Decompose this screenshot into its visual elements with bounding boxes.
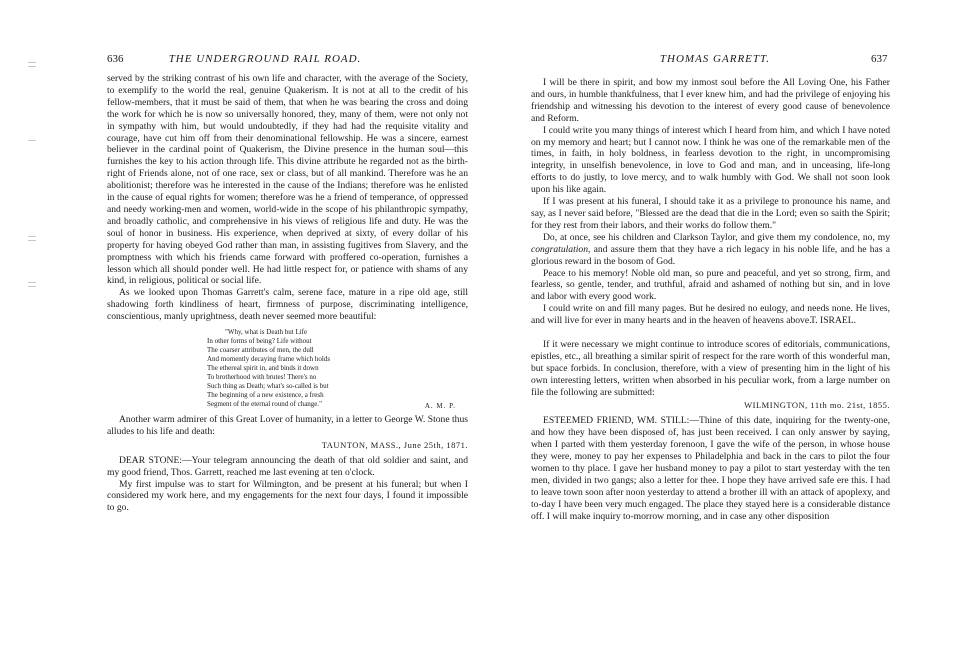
letter-text: —Thine of this date, inquiring for the twenty-one, and how they have been disposed of, has just been received. I can only answer by saying, when I parted with them yesterday forenoon, I gave the wife of the person, in whose house they were, money to pay her expenses to Philadelphia and back in the cars to pilot the four women to thy place. I gave her husband money to pay a pilot to start yesterday with the ten men, divided in two gangs; also a letter for thee. I hope they have arrived safe ere this. I had to leave town soon after noon yesterday to attend a brother ill with an attack of apoplexy, and to-day I have been very much engaged. The place they stayed here is a considerable distance off. I will make inquiry to-morrow morning, and in case any other disposition [531,415,890,522]
paragraph: I could write on and fill many pages. But he desired no eulogy, and needs none. He lives, and will live for ever in many hearts and in the heaven of heavens above. [531,303,890,327]
running-head: THOMAS GARRETT. [659,53,771,65]
poem-line: Segment of the eternal round of change." [207,400,323,409]
paragraph-text: , and assure them that they have a rich legacy in his noble life, and he has a glorious reward in the bosom of God. [531,243,890,267]
letter-paragraph [531,415,890,522]
poem-line: The beginning of a new existence, a fresh [207,391,324,400]
paragraph: I could write you many things of interest which I heard from him, and which I have noted on my memory and heart; but I cannot now. I think he was one of the remarkable men of the times, in faith, in holy boldness, in fearless devotion to the right, in uncompromising integrity, in unselfish benevolence, in love to God and man, and in unceasing, life-long efforts to do justly, to love mercy, and to walk humbly with God. We shall not soon look upon his like again. [531,124,890,196]
running-head: THE UNDERGROUND RAIL ROAD. [168,53,362,65]
section-gap [531,327,890,339]
salutation: ESTEEMED FRIEND, WM. STILL: [543,415,690,427]
paragraph: Another warm admirer of this Great Lover of humanity, in a letter to George W. Stone thus alludes to his life and death: [107,414,468,437]
salutation: DEAR STONE: [119,454,182,466]
paragraph: served by the striking contrast of his own life and character, with the average of the Society, to exemplify to the world the real, genuine Quakerism. It is not at all to the credit of his fellow-members, that it must be said of them, that when he was bearing the cross and doing the work for which he is now so universally honored, they, many of them, were not only not in sympathy with him, but would undoubtedly, if they had had the requisite vitality and courage, have cut him off from their denominational fellowship. He was a sincere, earnest believer in the cardinal point of Quakerism, the Divine presence in the human soul—this furnishes the key to his action through life. This divine attribute he regarded not as the birth-right of Friends alone, not of one race, sex or class, but of all mankind. Therefore was he an abolitionist; therefore was he interested in the cause of the Indians; therefore was he enlisted in the cause of equal rights for women; therefore was he a friend of temperance, of oppressed and needy working-men and women, world-wide in the scope of his philanthropic sympathy, and broadly catholic, and comprehensive in his views of religious life and duty. He was the soul of honor in business. His experience, when deprived at sixty, of every dollar of his property for having obeyed God rather than man, in assisting fugitives from Slavery, and the promptness with which his friends came forward with proffered co-operation, furnishes a lesson which all should ponder well. He had little respect for, or patience with shams of any kind, in religious, political or social life. [107,73,468,287]
letter-paragraph: My first impulse was to start for Wilmington, and be present at his funeral; but when I considered my work here, and my engagements for the next four days, I found it impossible to go. [107,478,468,514]
paragraph: If I was present at his funeral, I should take it as a privilege to pronounce his name, and say, as I never said before, "Blessed are the dead that die in the Lord; even so saith the Spirit; for they rest from their labors, and their works do follow them." [531,196,890,231]
poem-signature: A. M. P. [424,402,456,411]
poem-line: In other forms of being? Life without [207,337,312,346]
left-header [0,53,490,67]
letter-paragraph [107,455,468,479]
dateline: TAUNTON, MASS., June 25th, 1871. [321,439,468,450]
signature: T. ISRAEL. [810,315,856,327]
margin-marks [28,0,38,654]
paragraph [531,232,890,268]
right-text-column [531,77,890,523]
paragraph-text: Do, at once, see his children and Clarkson Taylor, and give them my condolence, no, my [543,231,890,243]
dateline: WILMINGTON, 11th mo. 21st, 1855. [744,400,890,411]
poem-line: The ethereal spirit in, and binds it down [207,364,319,373]
page-number: 637 [871,53,888,65]
poem-line: And momently decaying frame which holds [207,355,331,364]
poem [207,328,468,409]
poem-line: "Why, what is Death but Life [225,328,308,337]
right-page [490,0,980,654]
poem-line: The coarser attributes of men, the dull [207,346,314,355]
page-number: 636 [107,53,124,65]
poem-line: To brotherhood with brutes! There's no [207,373,317,382]
letter-text: —Your telegram announcing the death of that old soldier and saint, and my good friend, Thos. Garrett, reached me last evening at ten o'clock. [107,454,468,478]
paragraph: As we looked upon Thomas Garrett's calm, serene face, mature in a ripe old age, still shadowing forth kindliness of heart, firmness of purpose, discriminating intelligence, conscientious, manly uprightness, death never seemed more beautiful: [107,287,468,323]
emphasis: congratulation [531,243,589,255]
paragraph: Peace to his memory! Noble old man, so pure and peaceful, and yet so strong, firm, and fearless, so gentle, tender, and truthful, afraid and ashamed of nothing but sin, and in love and labor with every good work. [531,267,890,303]
poem-line: Such thing as Death; what's so-called is but [207,382,329,391]
paragraph: I will be there in spirit, and bow my inmost soul before the All Loving One, his Father and ours, in humble thankfulness, that I ever knew him, and had the privilege of enjoying his friendship and witnessing his devotion to the interest of every good cause of benevolence and Reform. [531,77,890,124]
right-header [490,53,980,67]
paragraph: If it were necessary we might continue to introduce scores of editorials, communications, epistles, etc., all breathing a similar spirit of respect for the rare worth of this wonderful man, but space forbids. In conclusion, therefore, with a view of presenting him in the light of his own interesting letters, written when absorbed in his peculiar work, from a large number on file the following are submitted: [531,338,890,398]
left-text-column [107,73,468,514]
